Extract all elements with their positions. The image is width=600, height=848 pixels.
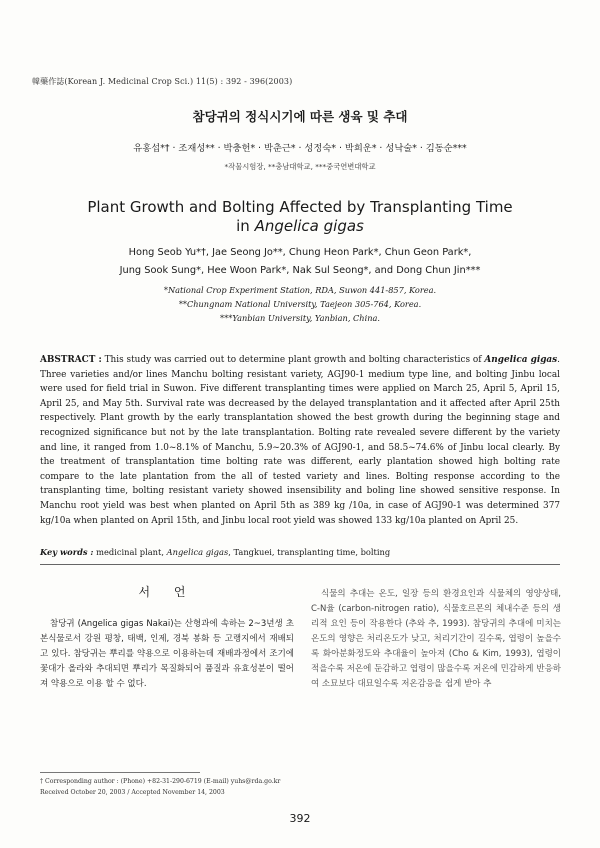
- body-right-column: 식물의 추대는 온도, 일장 등의 환경요인과 식물체의 영양상태, C-N율 (carbon-nitrogen ratio), 식물호르몬의 체내수준 등의 생리적 요인 등이 작용한다 (추와 추, 1993). 참당귀의 추대에 미치는 온도의 영향은 처리온도가 낮고, 처리기간이 길수록, 엽령이 높을수록 화아분화정도와 추대율이 높아져 (Cho & Kim, 1993), 엽령이 적을수록 저온에 둔감하고 엽령이 많을수록 저온에 민감하게 반응하여 소묘보다 대묘일수록 저온감응을 쉽게 받아 추: [311, 589, 561, 689]
- abstract-text-2: . Three varieties and/or lines Manchu bolting resistant variety, AGJ90-1 medium type line, and bolting Jinbu local were used for field trial in Suwon. Five different transplanting times were applied on March 25, April 5, April 15, April 25, and May 5th. Survival rate was decreased by the delayed transplantation and it affected after April 25th respectively. Plant growth by the early transplantation showed the best growth during the beginning stage and recognized significance but not by the late transplantation. Bolting rate revealed severe different by the variety and line, it ranged from 1.0~8.1% of Manchu, 5.9~20.3% of AGJ90-1, and 58.5~74.6% of Jinbu local clearly. By the treatment of transplantation time bolting rate was different, early plantation showed high bolting rate compare to the late plantation from the all of tested variety and lines. Bolting response according to the transplanting time, bolting resistant variety showed insensibility and boling line showed sensitive response. In Manchu root yield was best when planted on April 5th as 389 kg /10a, in case of AGJ90-1 was determined 377 kg/10a when planted on April 15th, and Jinbu local root yield was showed 133 kg/10a planted on April 25.: [40, 355, 560, 526]
- affiliation-1: *National Crop Experiment Station, RDA, Suwon 441-857, Korea.: [163, 285, 437, 295]
- english-title: [0, 198, 600, 236]
- keywords-species: Angelica gigas: [166, 547, 229, 557]
- footnote-corresponding: † Corresponding author : (Phone) +82-31-290-6719 (E-mail) yuhs@rda.go.kr: [40, 778, 281, 785]
- abstract-text-1: This study was carried out to determine plant growth and bolting characteristics of: [101, 355, 485, 365]
- affiliation-3: ***Yanbian University, Yanbian, China.: [220, 313, 380, 323]
- body-left-column: 참당귀 (Angelica gigas Nakai)는 산형과에 속하는 2~3년생 초본식물로서 강원 평창, 태백, 인제, 경북 봉화 등 고랭지에서 재배되고 있다. 참당귀는 뿌리를 약용으로 이용하는데 재배과정에서 조기에 꽃대가 올라와 추대되면 뿌리가 목질화되어 품질과 유효성분이 떨어져 약용으로 이용 할 수 없다.: [40, 619, 294, 689]
- korean-affiliations: *작물시험장, **충남대학교, ***중국연변대학교: [224, 162, 376, 171]
- affiliation-2: **Chungnam National University, Taejeon 305-764, Korea.: [178, 299, 422, 309]
- english-title-species: Angelica gigas: [254, 217, 364, 235]
- abstract: [40, 353, 560, 528]
- english-title-prefix: in: [236, 217, 255, 235]
- english-title-line1: Plant Growth and Bolting Affected by Transplanting Time: [87, 198, 513, 216]
- korean-authors: 유홍섭*† · 조재성** · 박충헌* · 박춘근* · 성정숙* · 박희운* · 성낙술* · 김동순***: [133, 143, 467, 154]
- footnote: [40, 776, 380, 798]
- keywords-text-1: medicinal plant,: [93, 547, 167, 557]
- page-number: 392: [289, 812, 311, 825]
- keywords-label: Key words :: [40, 547, 94, 557]
- footnote-received: Received October 20, 2003 / Accepted November 14, 2003: [40, 789, 225, 796]
- section-heading: 서 언: [138, 585, 196, 599]
- korean-title: 참당귀의 정식시기에 따른 생육 및 추대: [192, 109, 408, 124]
- english-authors-line2: Jung Sook Sung*, Hee Woon Park*, Nak Sul Seong*, and Dong Chun Jin***: [119, 265, 481, 276]
- keywords: [40, 547, 560, 557]
- abstract-label: ABSTRACT :: [40, 355, 102, 365]
- english-title-line2: [0, 217, 600, 236]
- journal-citation: 韓藥作誌(Korean J. Medicinal Crop Sci.) 11(5) : 392 - 396(2003): [32, 77, 293, 86]
- english-affiliations: [0, 283, 600, 325]
- footnote-divider: [40, 772, 200, 773]
- abstract-species: Angelica gigas: [484, 355, 558, 365]
- divider: [40, 564, 560, 565]
- english-authors-line1: Hong Seob Yu*†, Jae Seong Jo**, Chung Heon Park*, Chun Geon Park*,: [128, 247, 472, 258]
- english-authors: [0, 244, 600, 280]
- keywords-text-2: , Tangkuei, transplanting time, bolting: [228, 547, 391, 557]
